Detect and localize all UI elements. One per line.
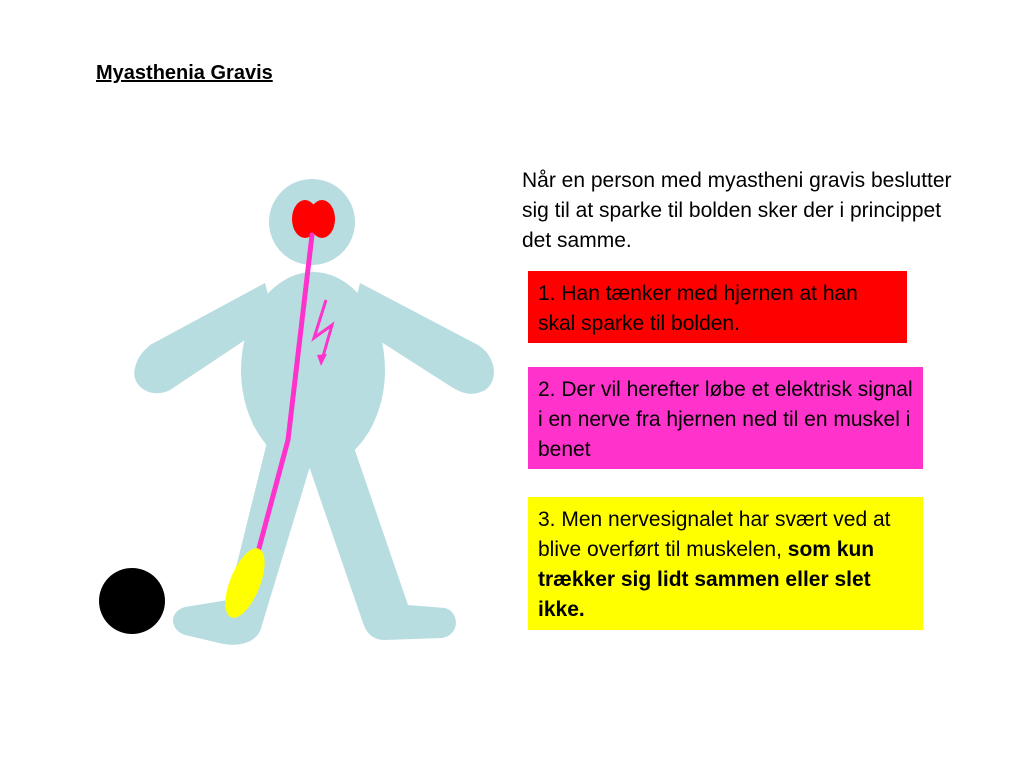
left-leg (173, 430, 318, 645)
step-3-text: 3. Men nervesignalet har svært ved at blive overført til muskelen, (538, 508, 891, 561)
step-3-bold-text: som kun trækker sig lidt sammen eller slet ikke. (538, 538, 875, 621)
ball (99, 568, 165, 634)
body (134, 179, 494, 645)
step-1-box (528, 271, 907, 343)
brain (292, 200, 335, 238)
step-3-box (528, 497, 923, 630)
step-2-text: 2. Der vil herefter løbe et elektrisk signal i en nerve fra hjernen ned til en muskel i benet (538, 378, 913, 461)
right-leg (300, 430, 456, 640)
step-2-box (528, 367, 923, 469)
intro-text: Når en person med myastheni gravis beslutter sig til at sparke til bolden sker der i princippet det samme. (522, 169, 952, 252)
step-1-text: 1. Han tænker med hjernen at han skal sparke til bolden. (538, 282, 858, 335)
page-title: Myasthenia Gravis (96, 62, 273, 84)
